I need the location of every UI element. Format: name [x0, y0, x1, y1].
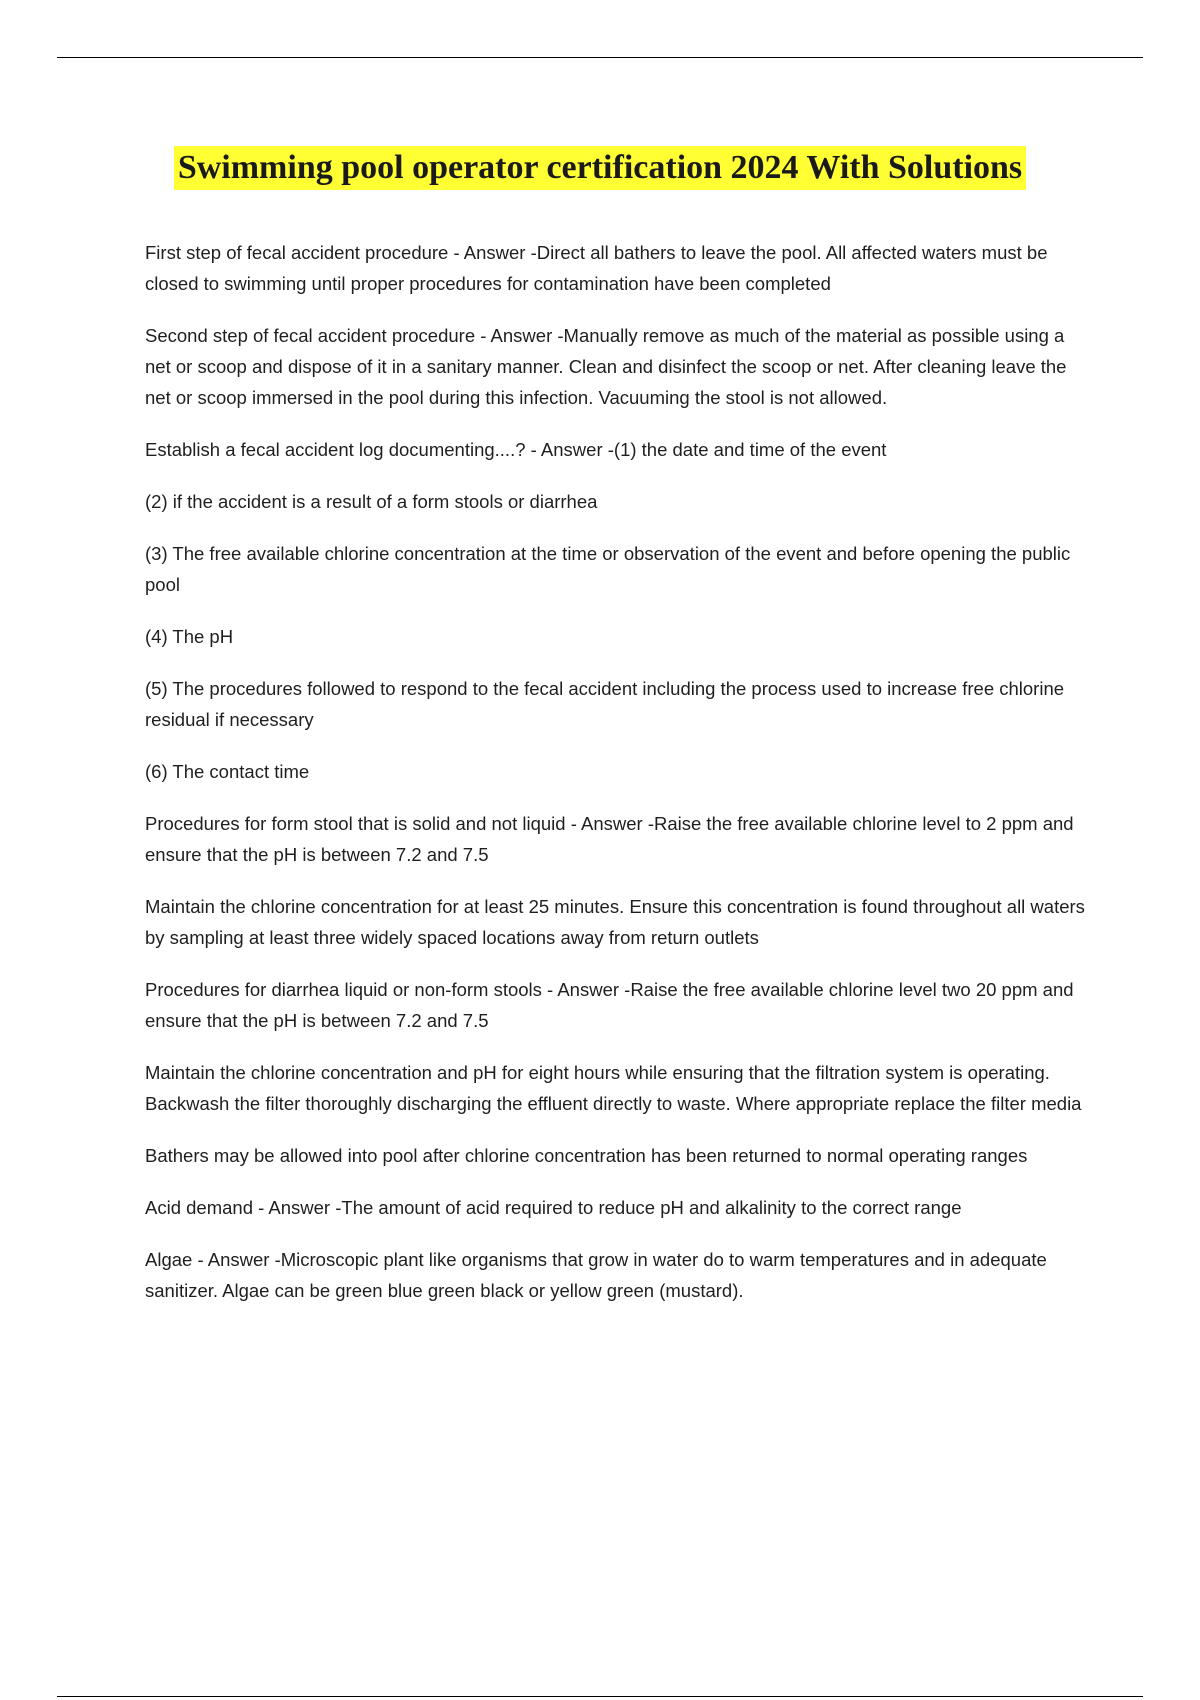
paragraph-log-item-4: (4) The pH — [145, 626, 234, 647]
paragraph-log-intro: Establish a fecal accident log documenting....? - Answer -(1) the date and time of the event — [145, 439, 887, 460]
paragraph-form-stool: Procedures for form stool that is solid and not liquid - Answer -Raise the free available chlorine level to 2 ppm and ensure that the pH is between 7.2 and 7.5 — [145, 813, 1074, 865]
paragraph-log-item-6: (6) The contact time — [145, 761, 310, 782]
paragraph-log-item-2: (2) if the accident is a result of a form stools or diarrhea — [145, 491, 598, 512]
paragraph-acid-demand: Acid demand - Answer -The amount of acid required to reduce pH and alkalinity to the correct range — [145, 1197, 962, 1218]
paragraph-diarrhea: Procedures for diarrhea liquid or non-form stools - Answer -Raise the free available chlorine level two 20 ppm and ensure that the pH is between 7.2 and 7.5 — [145, 979, 1074, 1031]
paragraph-first-step: First step of fecal accident procedure - Answer -Direct all bathers to leave the pool. All affected waters must be closed to swimming until proper procedures for contamination have been completed — [145, 242, 1048, 294]
paragraph-bathers-return: Bathers may be allowed into pool after chlorine concentration has been returned to normal operating ranges — [145, 1145, 1028, 1166]
title-container — [0, 146, 1200, 190]
top-rule — [57, 57, 1143, 58]
paragraph-log-item-5: (5) The procedures followed to respond to the fecal accident including the process used to increase free chlorine residual if necessary — [145, 678, 1065, 730]
document-title: Swimming pool operator certification 2024 With Solutions — [174, 146, 1026, 190]
paragraph-algae: Algae - Answer -Microscopic plant like organisms that grow in water do to warm temperatures and in adequate sanitizer. Algae can be green blue green black or yellow green (mustard). — [145, 1249, 1047, 1301]
paragraph-form-stool-maintain: Maintain the chlorine concentration for at least 25 minutes. Ensure this concentration is found throughout all waters by sampling at least three widely spaced locations away from return outlets — [145, 896, 1085, 948]
paragraph-second-step: Second step of fecal accident procedure - Answer -Manually remove as much of the material as possible using a net or scoop and dispose of it in a sanitary manner. Clean and disinfect the scoop or net. After cleaning leave the net or scoop immersed in the pool during this infection. Vacuuming the stool is not allowed. — [145, 325, 1067, 408]
document-body — [145, 237, 1095, 1327]
paragraph-diarrhea-maintain: Maintain the chlorine concentration and pH for eight hours while ensuring that the filtration system is operating. Backwash the filter thoroughly discharging the effluent directly to waste. Where appropriate replace the filter media — [145, 1062, 1082, 1114]
bottom-rule — [57, 1696, 1143, 1697]
paragraph-log-item-3: (3) The free available chlorine concentration at the time or observation of the event and before opening the public pool — [145, 543, 1071, 595]
